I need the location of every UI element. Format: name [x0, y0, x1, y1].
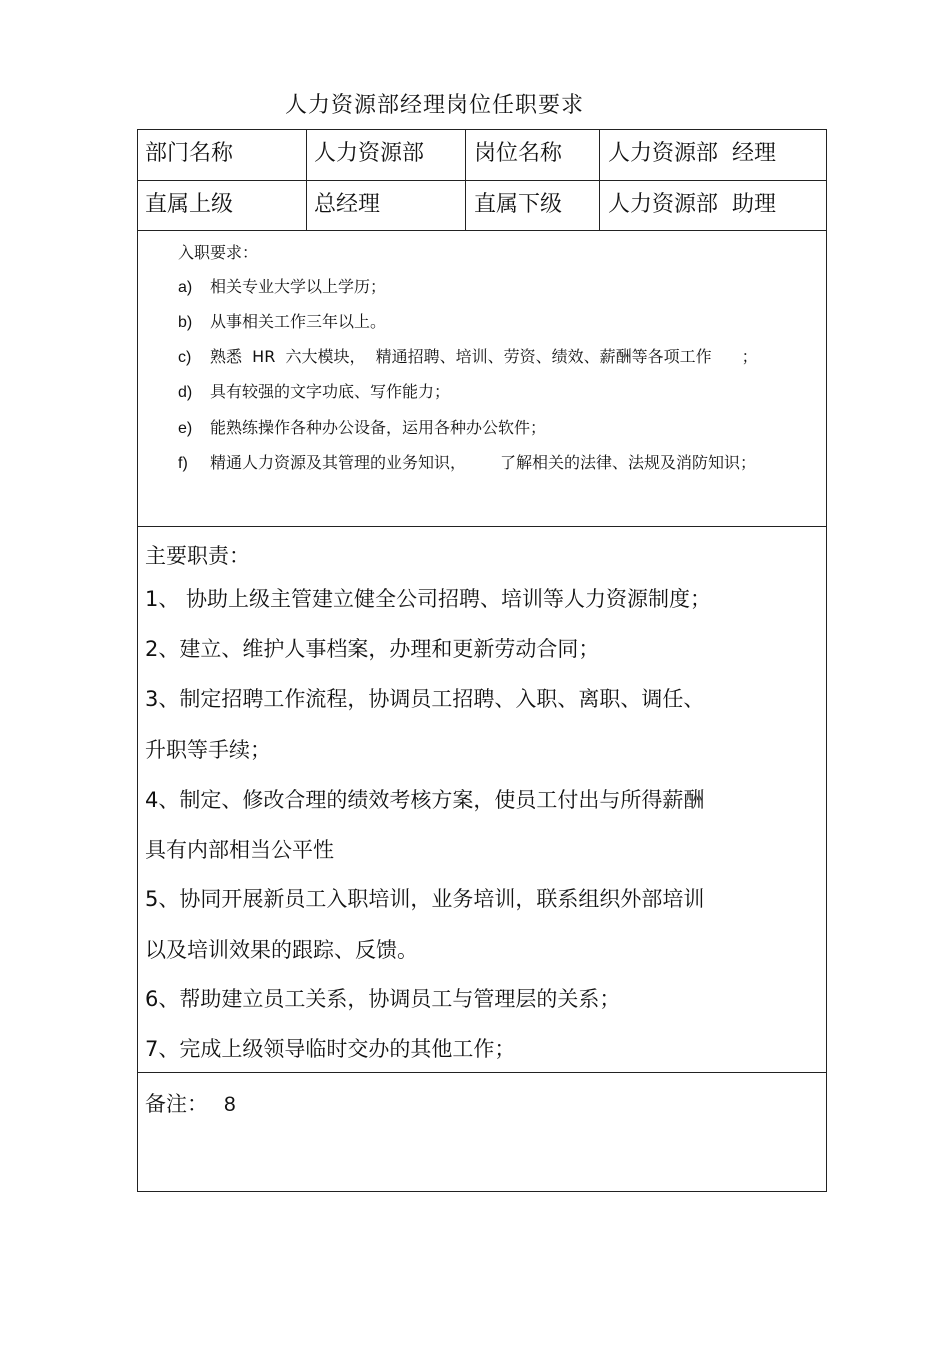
duty-line: 3、制定招聘工作流程，协调员工招聘、入职、离职、调任、 — [145, 687, 705, 711]
requirement-marker: e) — [178, 420, 193, 437]
duty-line: 1、 协助上级主管建立健全公司招聘、培训等人力资源制度； — [145, 587, 712, 611]
subordinate-label: 直属下级 — [474, 192, 563, 217]
requirements-heading: 入职要求： — [178, 243, 259, 262]
requirement-marker: d) — [178, 384, 193, 401]
column-divider — [599, 130, 600, 230]
requirement-text: 精通人力资源及其管理的业务知识， — [210, 453, 467, 472]
requirement-tail: ； — [741, 347, 758, 366]
requirement-tail: 了解相关的法律、法规及消防知识； — [500, 453, 757, 472]
requirement-text: 熟悉 HR 六大模块， 精通招聘、培训、劳资、绩效、薪酬等各项工作 — [210, 347, 712, 366]
duty-line: 5、协同开展新员工入职培训，业务培训，联系组织外部培训 — [145, 887, 705, 911]
requirement-text: 能熟练操作各种办公设备，运用各种办公软件； — [210, 418, 547, 437]
position-value: 人力资源部 经理 — [608, 141, 776, 166]
requirement-marker: b) — [178, 314, 193, 331]
requirement-marker: f) — [178, 455, 188, 472]
requirement-text: 具有较强的文字功底、写作能力； — [210, 382, 451, 401]
requirement-text: 相关专业大学以上学历； — [210, 277, 387, 296]
row-divider — [138, 230, 826, 231]
job-requirements-table — [137, 129, 827, 1192]
column-divider — [306, 130, 307, 230]
requirement-item — [178, 276, 386, 298]
note-row — [145, 1088, 236, 1118]
duty-line: 2、建立、维护人事档案，办理和更新劳动合同； — [145, 637, 600, 661]
requirement-marker: c) — [178, 349, 192, 366]
duties-heading: 主要职责： — [145, 544, 250, 568]
row-divider — [138, 526, 826, 527]
requirement-item — [178, 452, 756, 474]
duty-line: 以及培训效果的跟踪、反馈。 — [145, 938, 418, 962]
requirement-item — [178, 381, 450, 403]
duty-line: 升职等手续； — [145, 738, 271, 762]
note-label: 备注： — [145, 1092, 208, 1116]
superior-value: 总经理 — [314, 192, 381, 217]
department-value: 人力资源部 — [314, 141, 425, 166]
row-divider — [138, 1072, 826, 1073]
requirement-item — [178, 311, 386, 333]
note-value: 8 — [224, 1093, 236, 1116]
duty-line: 7、完成上级领导临时交办的其他工作； — [145, 1037, 516, 1061]
document-title: 人力资源部经理岗位任职要求 — [285, 93, 585, 118]
row-divider — [138, 180, 826, 181]
requirement-item — [178, 417, 546, 439]
duty-line: 6、帮助建立员工关系，协调员工与管理层的关系； — [145, 987, 621, 1011]
requirement-text: 从事相关工作三年以上。 — [210, 312, 387, 331]
superior-label: 直属上级 — [145, 192, 234, 217]
requirement-marker: a) — [178, 279, 193, 296]
department-label: 部门名称 — [145, 141, 234, 166]
duty-line: 4、制定、修改合理的绩效考核方案，使员工付出与所得薪酬 — [145, 788, 705, 812]
column-divider — [465, 130, 466, 230]
position-label: 岗位名称 — [474, 141, 563, 166]
subordinate-value: 人力资源部 助理 — [608, 192, 776, 217]
duty-line: 具有内部相当公平性 — [145, 838, 334, 862]
requirement-item — [178, 346, 758, 368]
